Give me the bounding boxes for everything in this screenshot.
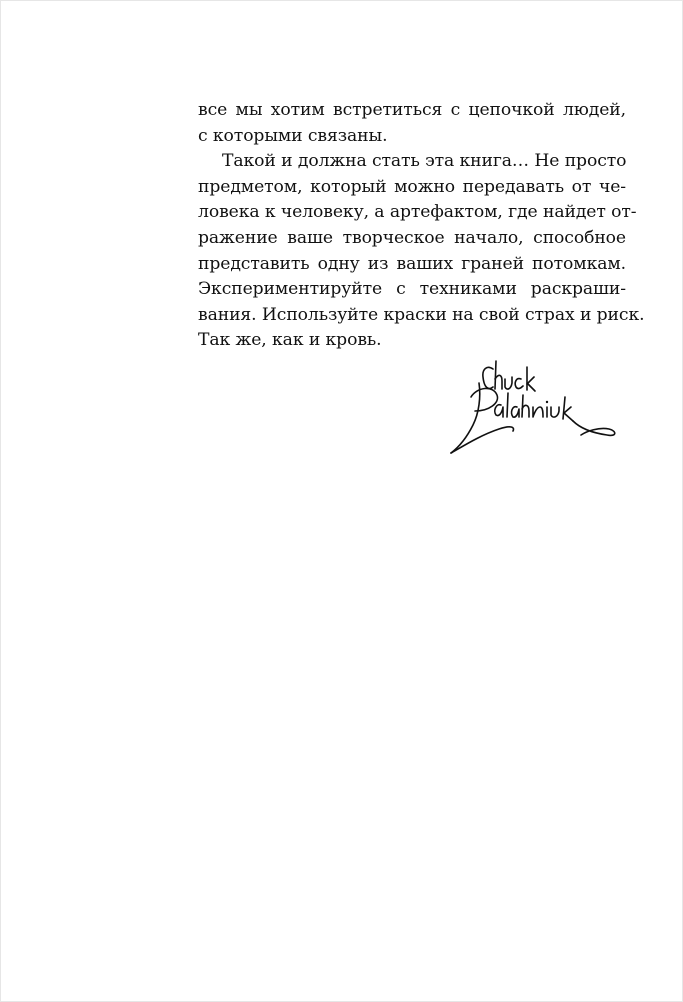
text-line: Экспериментируйте с техниками раскраши-	[198, 279, 626, 300]
text-line: Такой и должна стать эта книга… Не просто	[222, 151, 627, 172]
body-text	[198, 98, 645, 354]
signature-drawing	[441, 357, 621, 461]
text-line: представить одну из ваших граней потомкам.	[198, 253, 626, 274]
text-line: Так же, как и кровь.	[198, 330, 382, 351]
paragraph-2	[198, 149, 645, 354]
text-line: с которыми связаны.	[198, 125, 388, 146]
text-line: ловека к человеку, а артефактом, где найдет от-	[198, 202, 637, 223]
paragraph-1	[198, 98, 626, 149]
text-line: ражение ваше творческое начало, способное	[198, 227, 626, 248]
text-line: все мы хотим встретиться с цепочкой людей,	[198, 100, 626, 120]
text-line: вания. Используйте краски на свой страх и риск.	[198, 304, 645, 325]
text-line: предметом, который можно передавать от че-	[198, 176, 626, 197]
author-signature	[441, 357, 621, 461]
